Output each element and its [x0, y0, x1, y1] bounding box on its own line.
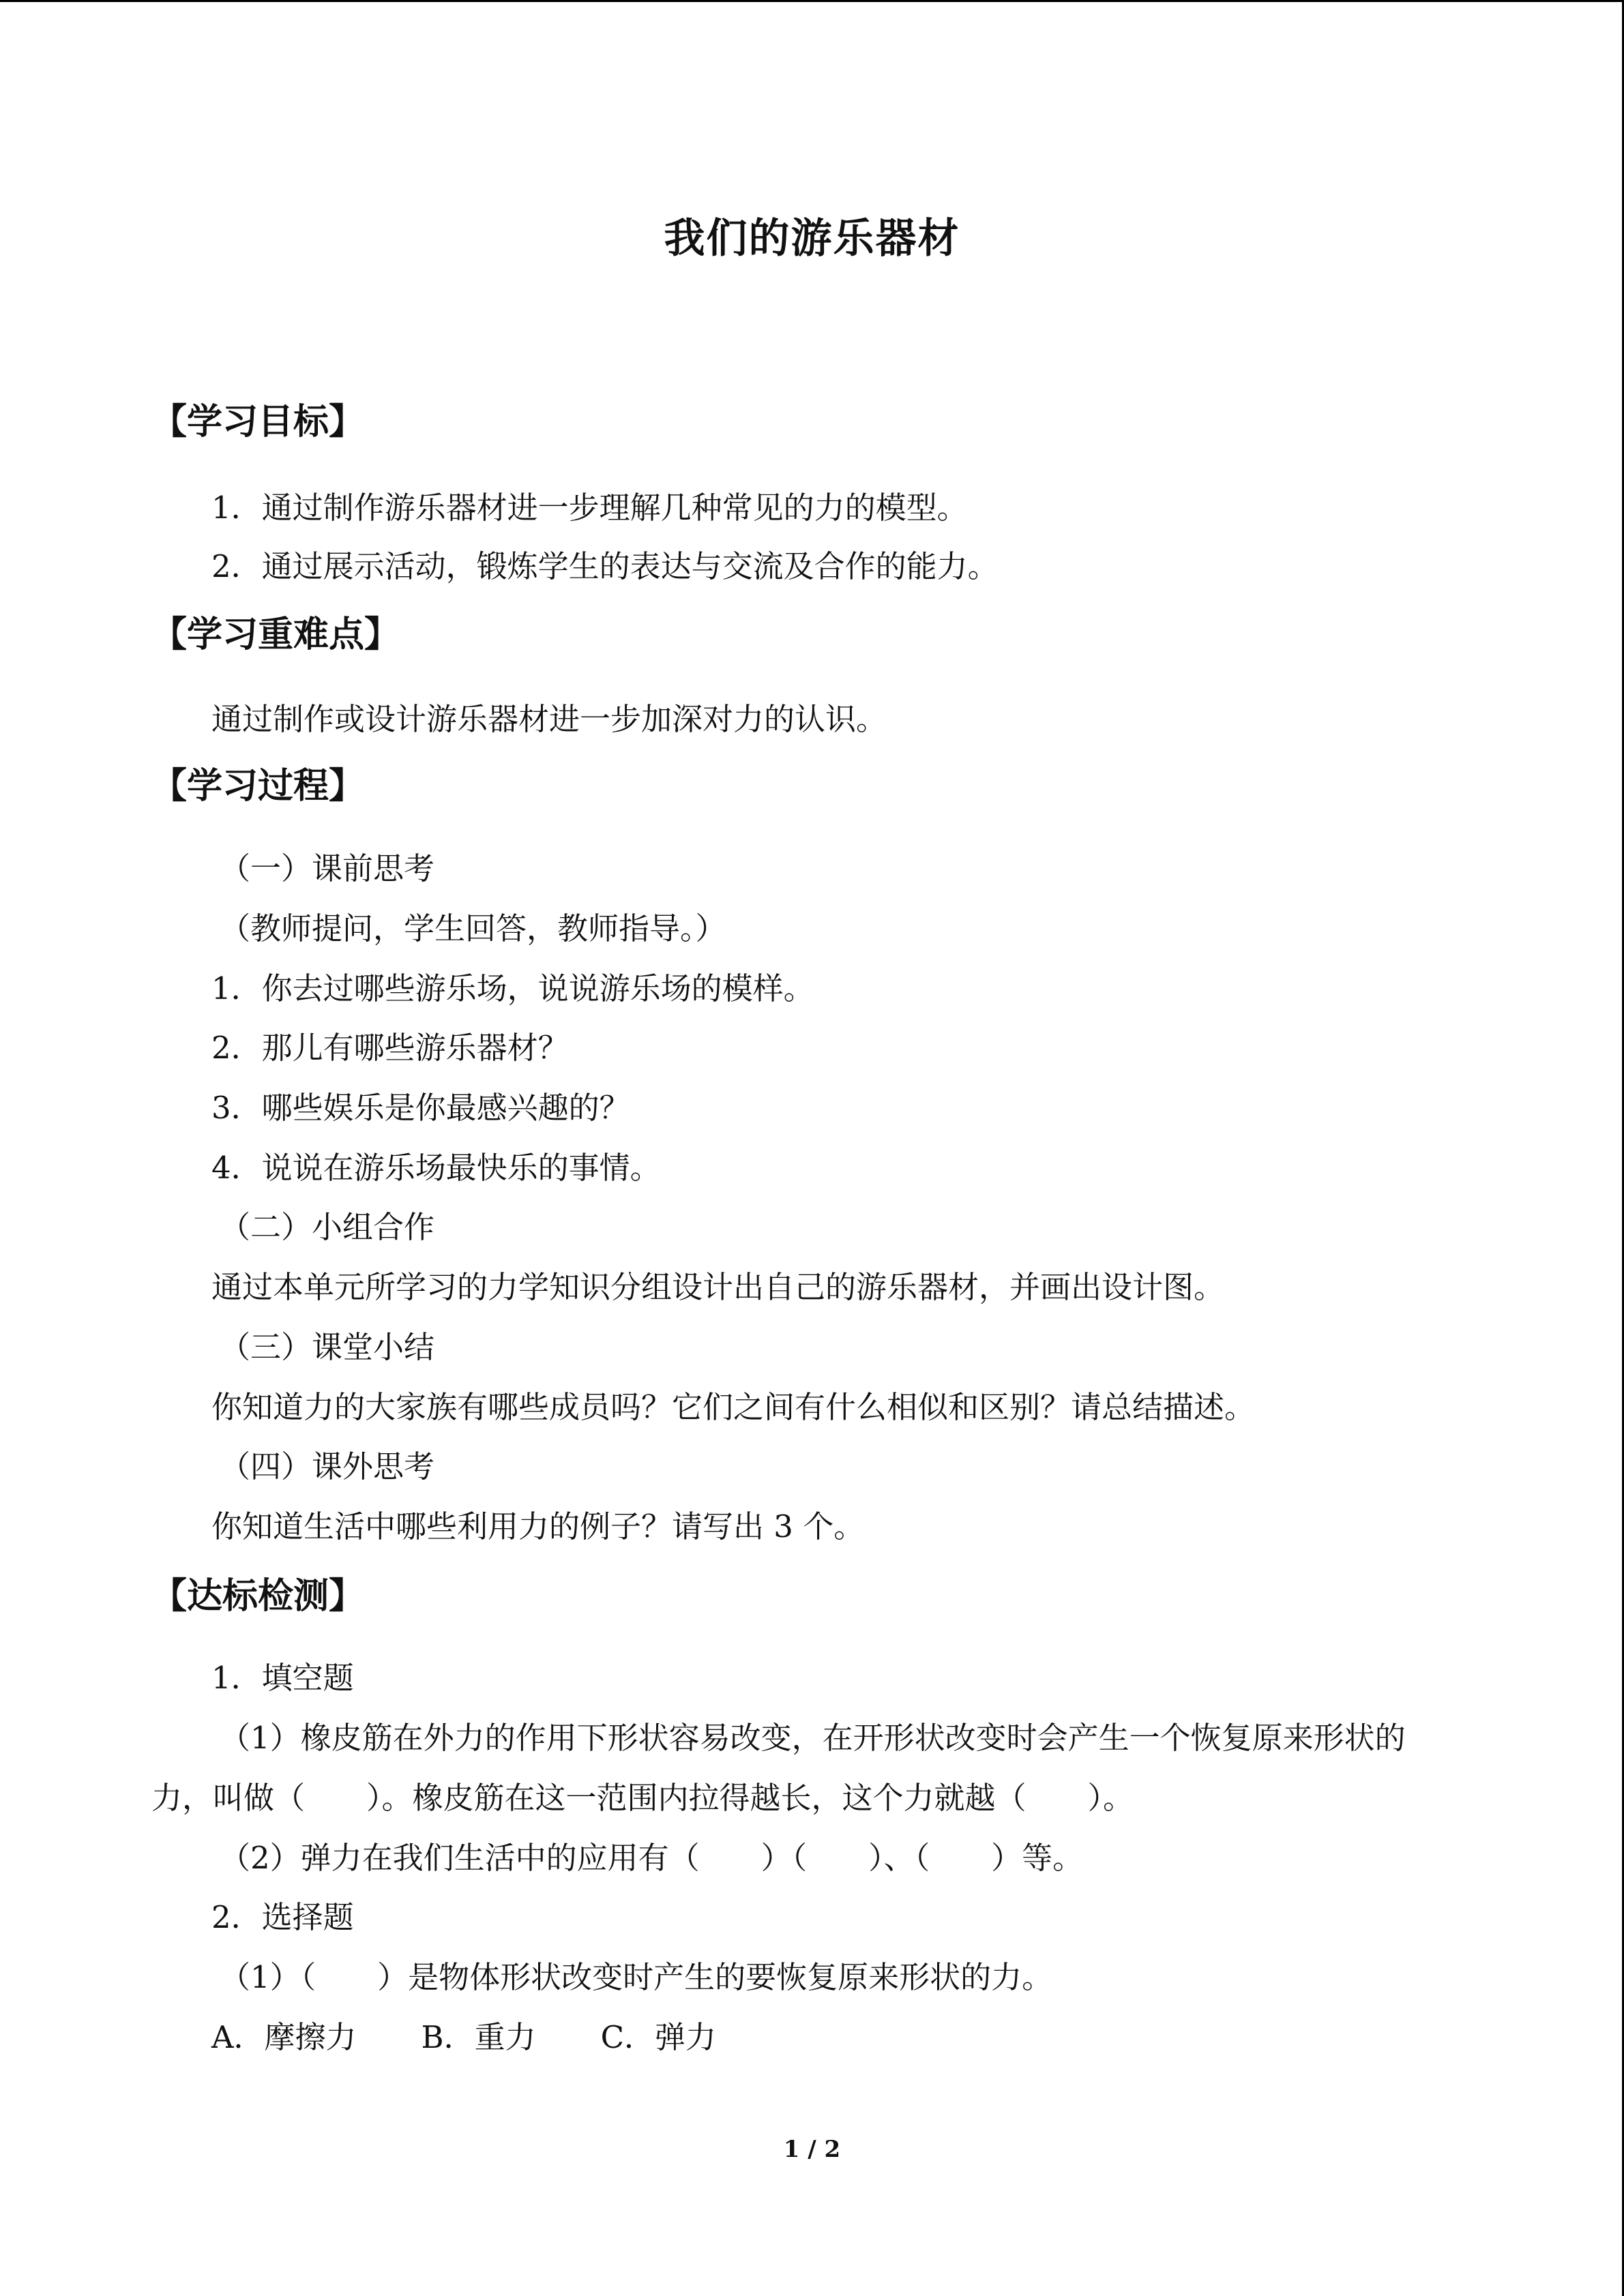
process-line: 你知道力的大家族有哪些成员吗？它们之间有什么相似和区别？请总结描述。 — [211, 1389, 1256, 1425]
choice-option-a: A．摩擦力 — [211, 2019, 357, 2055]
process-line: 你知道生活中哪些利用力的例子？请写出 3 个。 — [211, 1508, 865, 1545]
goal-item-1: 1．通过制作游乐器材进一步理解几种常见的力的模型。 — [211, 490, 968, 526]
process-line: 3．哪些娱乐是你最感兴趣的？ — [211, 1090, 630, 1126]
check-line: 1．填空题 — [211, 1660, 354, 1696]
process-line: 2．那儿有哪些游乐器材？ — [211, 1030, 569, 1066]
process-line: 1．你去过哪些游乐场，说说游乐场的模样。 — [211, 970, 814, 1007]
check-line: （1）橡皮筋在外力的作用下形状容易改变，在开形状改变时会产生一个恢复原来形状的 — [220, 1720, 1406, 1756]
process-line: 4．说说在游乐场最快乐的事情。 — [211, 1150, 661, 1186]
process-line: （一）课前思考 — [220, 850, 435, 886]
key-points-text: 通过制作或设计游乐器材进一步加深对力的认识。 — [211, 701, 887, 737]
page-title: 我们的游乐器材 — [664, 215, 960, 263]
process-line: （四）课外思考 — [220, 1448, 435, 1485]
process-line: （三）课堂小结 — [220, 1329, 435, 1365]
check-line: 2．选择题 — [211, 1899, 354, 1935]
page-number: 1 / 2 — [783, 2136, 841, 2163]
check-line: （1）（ ）是物体形状改变时产生的要恢复原来形状的力。 — [220, 1959, 1053, 1995]
page-border-top — [0, 0, 1624, 2]
section-heading-process: 【学习过程】 — [151, 766, 365, 807]
process-line: 通过本单元所学习的力学知识分组设计出自己的游乐器材，并画出设计图。 — [211, 1269, 1225, 1305]
choice-options — [211, 2016, 716, 2059]
section-heading-goals: 【学习目标】 — [151, 402, 365, 443]
goal-item-2: 2．通过展示活动，锻炼学生的表达与交流及合作的能力。 — [211, 548, 999, 584]
choice-option-b: B．重力 — [421, 2019, 536, 2055]
process-line: （二）小组合作 — [220, 1209, 435, 1245]
section-heading-check: 【达标检测】 — [151, 1576, 365, 1617]
choice-option-c: C．弹力 — [600, 2019, 717, 2055]
check-line: （2）弹力在我们生活中的应用有（ ）（ ）、（ ）等。 — [220, 1840, 1084, 1876]
process-line: （教师提问，学生回答，教师指导。） — [220, 910, 726, 946]
section-heading-key-points: 【学习重难点】 — [151, 614, 400, 655]
check-line: 力，叫做（ ）。橡皮筋在这一范围内拉得越长，这个力就越（ ）。 — [151, 1780, 1134, 1816]
